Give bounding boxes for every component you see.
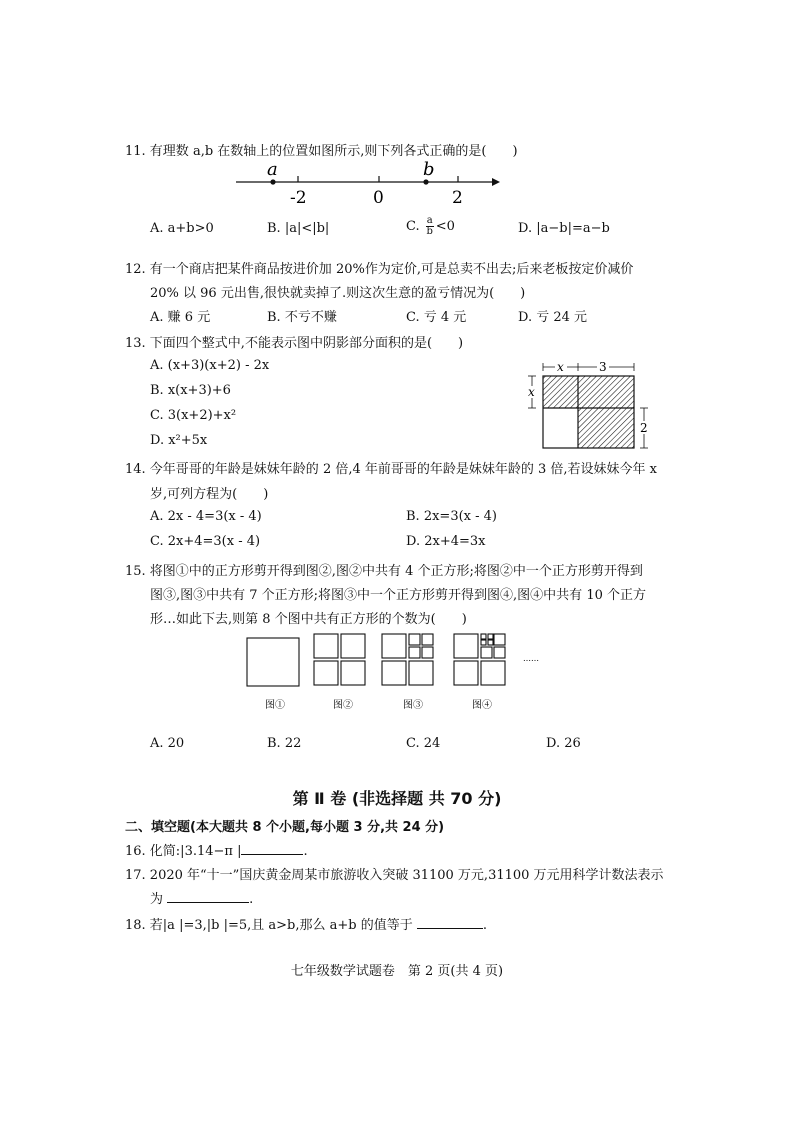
tick-minus2: -2 [290, 188, 307, 208]
dim-top-3: 3 [599, 360, 607, 374]
q15-line3: 形…如此下去,则第 8 个图中共有正方形的个数为( ) [150, 612, 467, 627]
q14-option-b: B. 2x=3(x - 4) [406, 509, 497, 524]
q17-line2 [150, 888, 253, 907]
section2-title: 第 Ⅱ 卷 (非选择题 共 70 分) [292, 789, 502, 808]
q18 [125, 914, 487, 933]
shaded-top-left [543, 376, 578, 408]
q15-option-b: B. 22 [267, 736, 302, 751]
q13-stem: 13. 下面四个整式中,不能表示图中阴影部分面积的是( ) [125, 336, 464, 351]
fig-ellipsis: …… [523, 654, 539, 663]
tick-2: 2 [452, 188, 463, 208]
tick-0: 0 [373, 188, 384, 208]
q14-option-c: C. 2x+4=3(x - 4) [150, 534, 261, 549]
dim-right-2: 2 [640, 421, 648, 435]
shaded-bottom-right [578, 408, 634, 448]
label-b: b [423, 160, 435, 180]
q12-option-b: B. 不亏不赚 [267, 310, 337, 325]
q14-line1: 14. 今年哥哥的年龄是妹妹年龄的 2 倍,4 年前哥哥的年龄是妹妹年龄的 3 倍,若设妹妹今年 x [125, 462, 658, 477]
fig2-label: 图② [333, 700, 353, 711]
q16-answer-blank[interactable] [241, 854, 303, 855]
q13-option-a: A. (x+3)(x+2) - 2x [150, 358, 270, 373]
q12-option-c: C. 亏 4 元 [406, 310, 467, 325]
q11-option-d: D. |a−b|=a−b [518, 221, 610, 236]
q14-option-d: D. 2x+4=3x [406, 534, 486, 549]
fig3-label: 图③ [403, 700, 423, 711]
frac-numerator: a [426, 215, 433, 226]
label-a: a [267, 160, 278, 180]
q17-answer-blank[interactable] [167, 902, 249, 903]
q13-figure [518, 358, 658, 458]
q18-answer-blank[interactable] [417, 928, 483, 929]
q18-text: 18. 若|a |=3,|b |=5,且 a>b,那么 a+b 的值等于 [125, 918, 413, 933]
q12-line2: 20% 以 96 元出售,很快就卖掉了.则这次生意的盈亏情况为( ) [150, 286, 526, 301]
q13-option-b: B. x(x+3)+6 [150, 383, 231, 398]
dim-left-x: x [528, 385, 535, 399]
q16 [125, 840, 308, 859]
q11-option-c-prefix: C. [406, 219, 420, 234]
q17-line1: 17. 2020 年“十一”国庆黄金周某市旅游收入突破 31100 万元,31100 万元用科学计数法表示 [125, 868, 664, 883]
q18-end: . [482, 918, 487, 933]
point-a [270, 179, 275, 184]
fig1-label: 图① [265, 700, 285, 711]
q11-option-c-fraction [426, 216, 434, 237]
q15-line1: 15. 将图①中的正方形剪开得到图②,图②中共有 4 个正方形;将图②中一个正方形剪开得到 [125, 564, 643, 579]
q11-option-b: B. |a|<|b| [267, 221, 330, 236]
q15-option-a: A. 20 [150, 736, 185, 751]
q14-option-a: A. 2x - 4=3(x - 4) [150, 509, 262, 524]
q13-option-c: C. 3(x+2)+x² [150, 408, 237, 423]
q11-stem: 11. 有理数 a,b 在数轴上的位置如图所示,则下列各式正确的是( ) [125, 144, 518, 159]
q16-text: 16. 化简:|3.14−π | [125, 844, 242, 859]
q12-option-d: D. 亏 24 元 [518, 310, 588, 325]
q11-option-c [406, 216, 455, 237]
frac-denominator: b [426, 226, 433, 237]
section2-subtitle: 二、填空题(本大题共 8 个小题,每小题 3 分,共 24 分) [125, 820, 445, 835]
dim-top-x: x [557, 360, 564, 374]
q14-line2: 岁,可列方程为( ) [150, 487, 269, 502]
page-footer: 七年级数学试题卷 第 2 页(共 4 页) [290, 964, 504, 979]
q17-line2-text: 为 [150, 892, 164, 907]
q12-line1: 12. 有一个商店把某件商品按进价加 20%作为定价,可是总卖不出去;后来老板按定价减价 [125, 262, 634, 277]
q17-end: . [249, 892, 254, 907]
q11-number-line [230, 160, 505, 210]
q12-option-a: A. 赚 6 元 [150, 310, 211, 325]
shaded-top-right [578, 376, 634, 408]
q15-figures [240, 628, 550, 720]
q13-option-d: D. x²+5x [150, 433, 208, 448]
point-b [423, 179, 428, 184]
q15-option-c: C. 24 [406, 736, 441, 751]
q15-line2: 图③,图③中共有 7 个正方形;将图③中一个正方形剪开得到图④,图④中共有 10 个正方 [150, 588, 646, 603]
q11-option-a: A. a+b>0 [150, 221, 214, 236]
fig1-square [247, 638, 299, 686]
q16-end: . [303, 844, 308, 859]
q15-option-d: D. 26 [546, 736, 581, 751]
q11-option-c-suffix: <0 [435, 219, 455, 234]
fig4-label: 图④ [472, 700, 492, 711]
